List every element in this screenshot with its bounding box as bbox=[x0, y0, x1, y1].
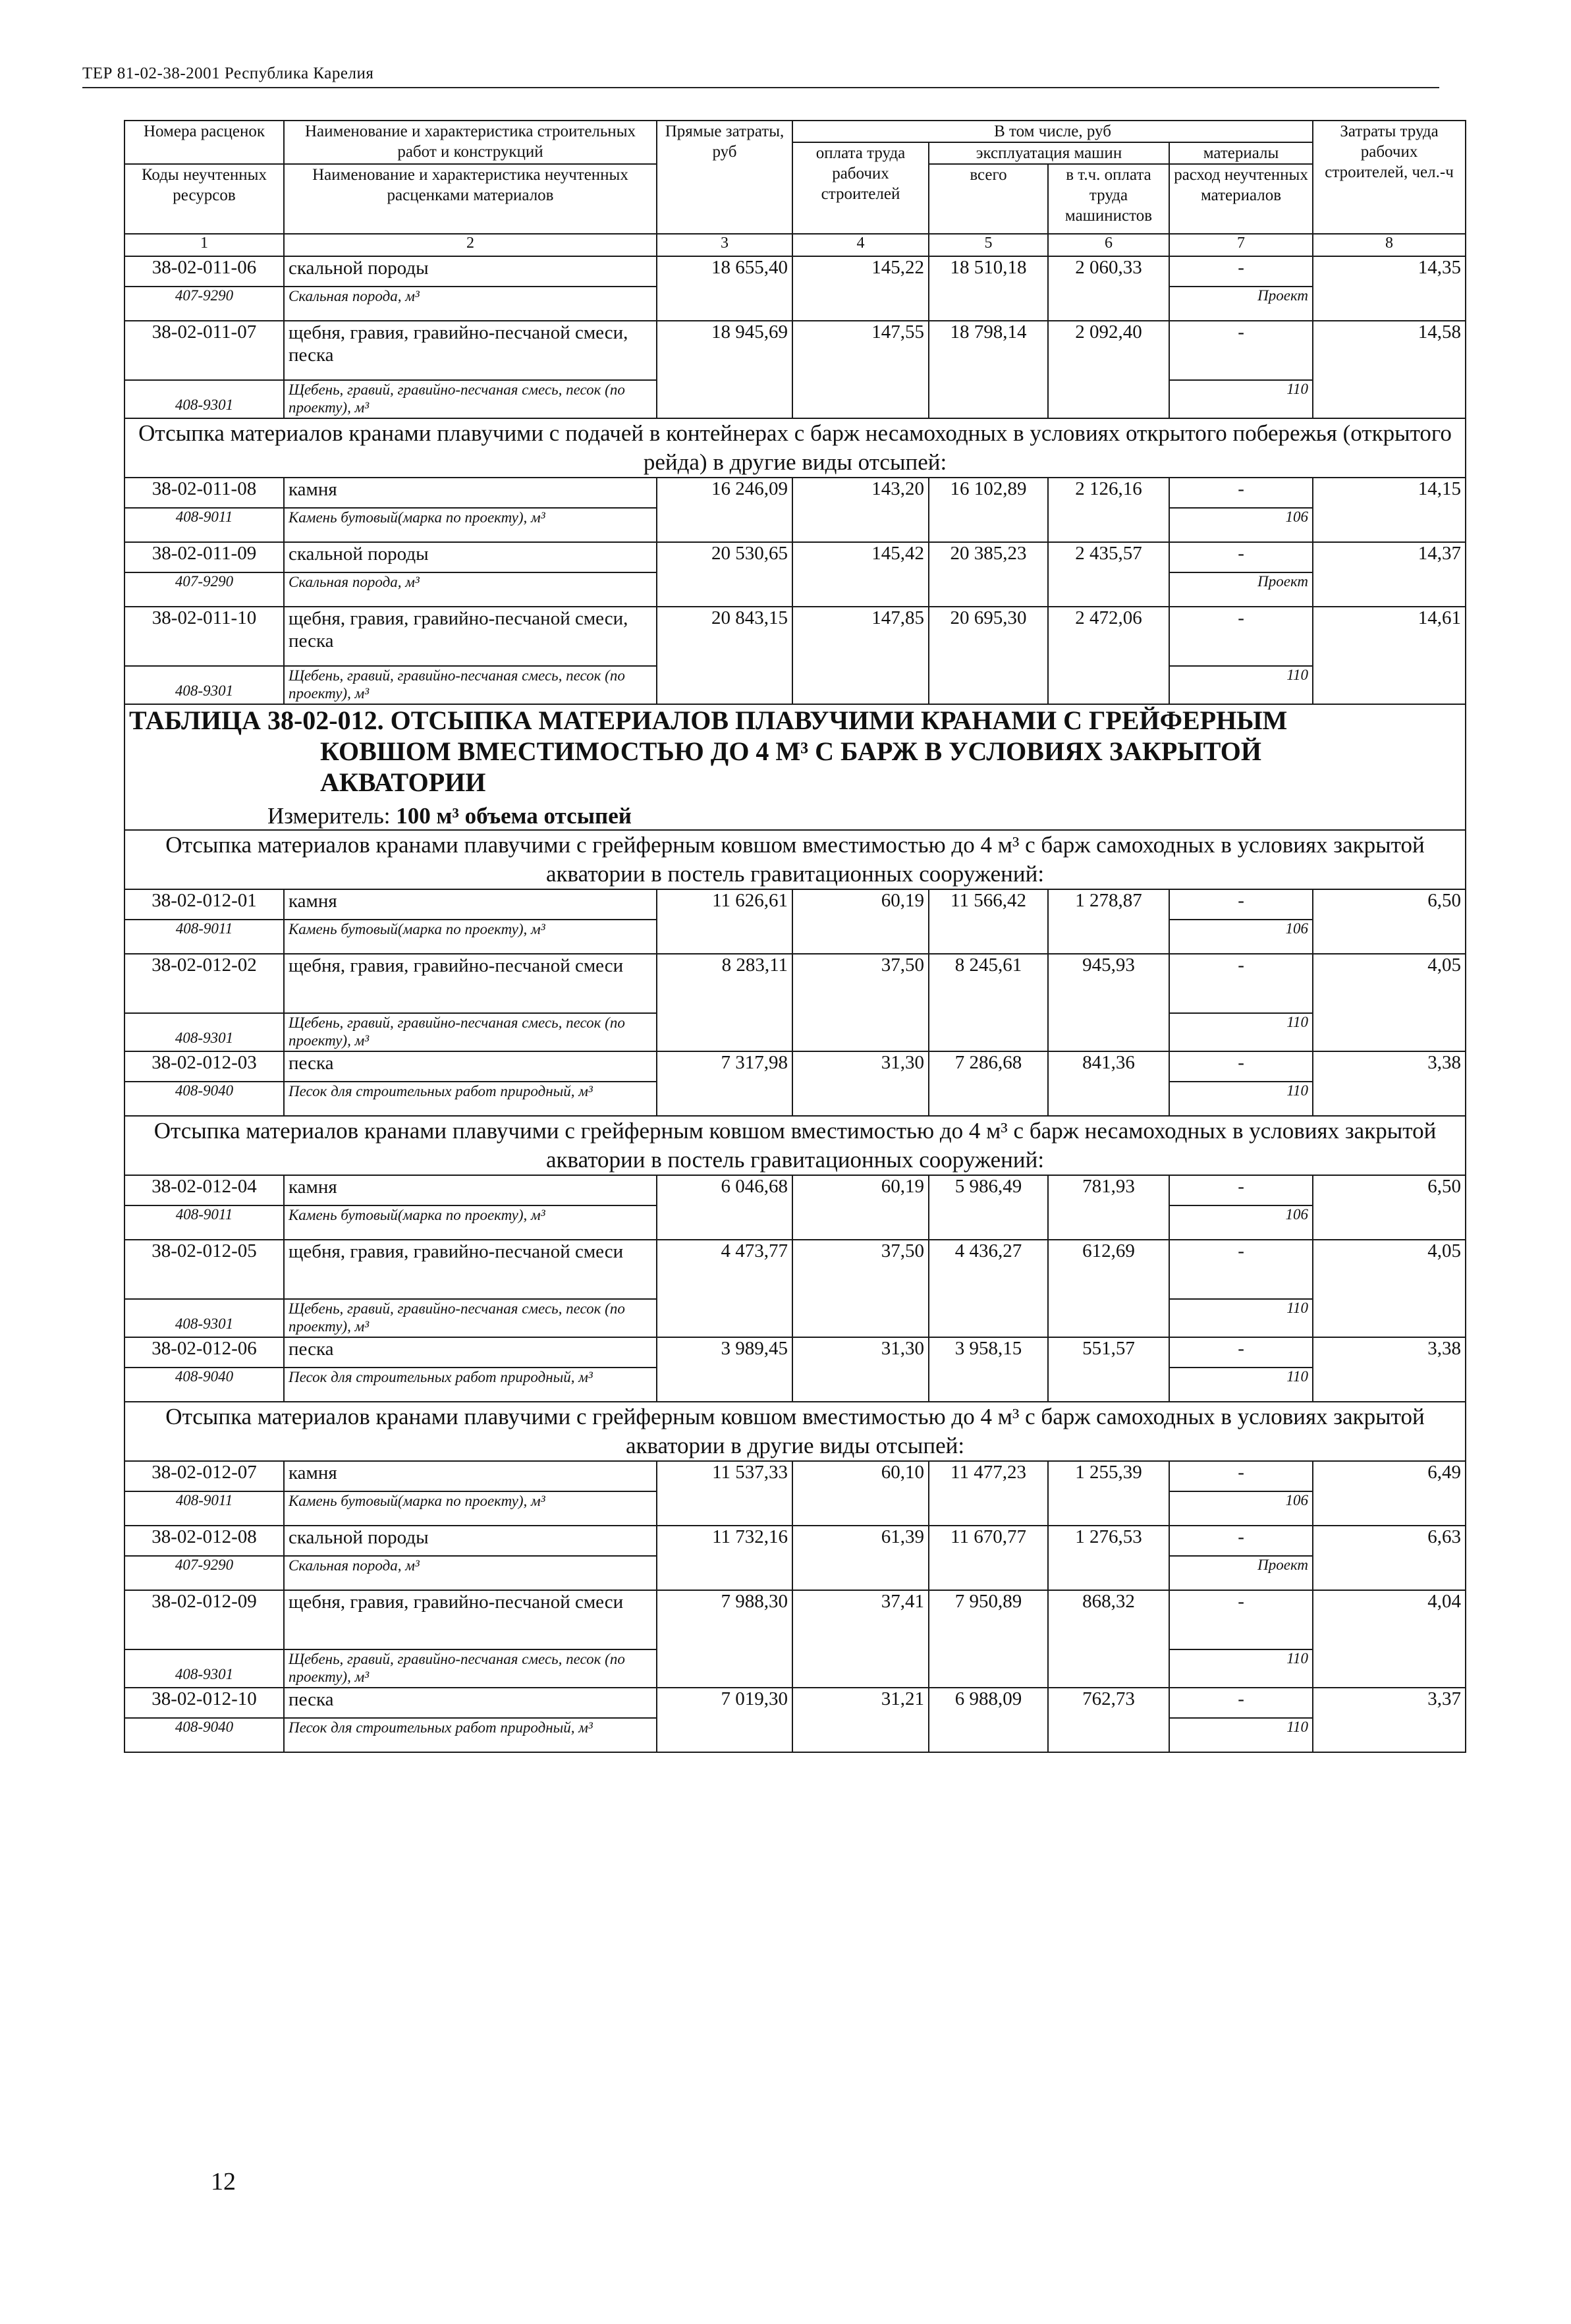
col-materials-header: материалы bbox=[1169, 142, 1313, 164]
col-material-consumption-header: расход неучтенных материалов bbox=[1169, 164, 1313, 234]
material-consumption: 110 bbox=[1169, 1649, 1313, 1688]
direct-costs: 11 732,16 bbox=[657, 1526, 792, 1590]
machines-total: 16 102,89 bbox=[929, 478, 1048, 542]
table-row bbox=[124, 1688, 1466, 1718]
work-name: скальной породы bbox=[284, 256, 657, 287]
col-number: 5 bbox=[929, 234, 1048, 256]
resource-name: Щебень, гравий, гравийно-песчаная смесь, песок (по проекту), м³ bbox=[284, 1013, 657, 1051]
operators-wages: 1 255,39 bbox=[1048, 1461, 1169, 1526]
work-name: скальной породы bbox=[284, 1526, 657, 1556]
machines-total: 20 385,23 bbox=[929, 542, 1048, 607]
col-labor-costs-header: Затраты труда рабочих строителей, чел.-ч bbox=[1313, 121, 1466, 234]
workers-wages: 37,41 bbox=[792, 1590, 929, 1688]
work-name: камня bbox=[284, 478, 657, 508]
col-number: 6 bbox=[1048, 234, 1169, 256]
labor-costs: 6,50 bbox=[1313, 889, 1466, 954]
labor-costs: 4,05 bbox=[1313, 954, 1466, 1051]
materials-cost: - bbox=[1169, 954, 1313, 1013]
material-consumption: 106 bbox=[1169, 1205, 1313, 1240]
table-row bbox=[124, 1051, 1466, 1082]
labor-costs: 14,58 bbox=[1313, 321, 1466, 418]
resource-code: 407-9290 bbox=[124, 1556, 284, 1590]
materials-cost: - bbox=[1169, 542, 1313, 572]
resource-code: 408-9301 bbox=[124, 1299, 284, 1337]
operators-wages: 945,93 bbox=[1048, 954, 1169, 1051]
direct-costs: 7 988,30 bbox=[657, 1590, 792, 1688]
rate-code: 38-02-012-10 bbox=[124, 1688, 284, 1718]
labor-costs: 6,50 bbox=[1313, 1175, 1466, 1240]
work-name: щебня, гравия, гравийно-песчаной смеси bbox=[284, 954, 657, 1013]
work-name: камня bbox=[284, 1461, 657, 1491]
resource-name: Камень бутовый(марка по проекту), м³ bbox=[284, 1491, 657, 1526]
section-heading: Отсыпка материалов кранами плавучими с грейферным ковшом вместимостью до 4 м³ с барж самоходных в условиях закрытой акватории в другие виды отсыпей: bbox=[124, 1402, 1466, 1461]
table-title-line: ТАБЛИЦА 38-02-012. ОТСЫПКА МАТЕРИАЛОВ ПЛАВУЧИМИ КРАНАМИ С ГРЕЙФЕРНЫМ bbox=[129, 706, 1288, 735]
rate-code: 38-02-012-09 bbox=[124, 1590, 284, 1649]
resource-name: Камень бутовый(марка по проекту), м³ bbox=[284, 1205, 657, 1240]
col-number: 7 bbox=[1169, 234, 1313, 256]
materials-cost: - bbox=[1169, 1240, 1313, 1299]
material-consumption: 110 bbox=[1169, 1368, 1313, 1402]
col-number: 3 bbox=[657, 234, 792, 256]
table-title-line: КОВШОМ ВМЕСТИМОСТЬЮ ДО 4 М³ С БАРЖ В УСЛОВИЯХ ЗАКРЫТОЙ bbox=[320, 736, 1261, 766]
resource-code: 408-9301 bbox=[124, 1013, 284, 1051]
resource-name: Скальная порода, м³ bbox=[284, 287, 657, 321]
workers-wages: 37,50 bbox=[792, 1240, 929, 1337]
col-wages-header: оплата труда рабочих строителей bbox=[792, 142, 929, 234]
table-row bbox=[124, 256, 1466, 287]
rate-code: 38-02-012-03 bbox=[124, 1051, 284, 1082]
direct-costs: 11 626,61 bbox=[657, 889, 792, 954]
materials-cost: - bbox=[1169, 607, 1313, 666]
machines-total: 7 286,68 bbox=[929, 1051, 1048, 1116]
resource-name: Камень бутовый(марка по проекту), м³ bbox=[284, 508, 657, 542]
section-heading: Отсыпка материалов кранами плавучими с подачей в контейнерах с барж несамоходных в условиях открытого побережья (открытого рейда) в другие виды отсыпей: bbox=[124, 418, 1466, 478]
materials-cost: - bbox=[1169, 1590, 1313, 1649]
materials-cost: - bbox=[1169, 1688, 1313, 1718]
work-name: песка bbox=[284, 1051, 657, 1082]
material-consumption: Проект bbox=[1169, 287, 1313, 321]
work-name: песка bbox=[284, 1337, 657, 1368]
col-machines-total-header: всего bbox=[929, 164, 1048, 234]
col-work-name-header: Наименование и характеристика строительных работ и конструкций bbox=[284, 121, 657, 164]
direct-costs: 6 046,68 bbox=[657, 1175, 792, 1240]
materials-cost: - bbox=[1169, 1051, 1313, 1082]
workers-wages: 145,42 bbox=[792, 542, 929, 607]
material-consumption: Проект bbox=[1169, 1556, 1313, 1590]
machines-total: 20 695,30 bbox=[929, 607, 1048, 704]
resource-name: Щебень, гравий, гравийно-песчаная смесь, песок (по проекту), м³ bbox=[284, 1299, 657, 1337]
workers-wages: 60,10 bbox=[792, 1461, 929, 1526]
rate-code: 38-02-012-04 bbox=[124, 1175, 284, 1205]
work-name: скальной породы bbox=[284, 542, 657, 572]
table-row bbox=[124, 607, 1466, 666]
rate-code: 38-02-012-06 bbox=[124, 1337, 284, 1368]
workers-wages: 145,22 bbox=[792, 256, 929, 321]
operators-wages: 612,69 bbox=[1048, 1240, 1169, 1337]
work-name: щебня, гравия, гравийно-песчаной смеси, песка bbox=[284, 321, 657, 380]
col-materials-name-header: Наименование и характеристика неучтенных расценками материалов bbox=[284, 164, 657, 234]
labor-costs: 14,61 bbox=[1313, 607, 1466, 704]
resource-code: 408-9301 bbox=[124, 380, 284, 418]
operators-wages: 551,57 bbox=[1048, 1337, 1169, 1402]
operators-wages: 841,36 bbox=[1048, 1051, 1169, 1116]
labor-costs: 4,04 bbox=[1313, 1590, 1466, 1688]
table-row bbox=[124, 1461, 1466, 1491]
workers-wages: 60,19 bbox=[792, 889, 929, 954]
materials-cost: - bbox=[1169, 1175, 1313, 1205]
materials-cost: - bbox=[1169, 478, 1313, 508]
material-consumption: 110 bbox=[1169, 666, 1313, 704]
measure-value: 100 м³ объема отсыпей bbox=[396, 803, 632, 829]
table-row bbox=[124, 1175, 1466, 1205]
materials-cost: - bbox=[1169, 889, 1313, 920]
table-row bbox=[124, 321, 1466, 380]
rate-code: 38-02-012-08 bbox=[124, 1526, 284, 1556]
labor-costs: 6,63 bbox=[1313, 1526, 1466, 1590]
direct-costs: 11 537,33 bbox=[657, 1461, 792, 1526]
direct-costs: 20 530,65 bbox=[657, 542, 792, 607]
document-header: ТЕР 81-02-38-2001 Республика Карелия bbox=[82, 65, 1439, 88]
table-row bbox=[124, 478, 1466, 508]
work-name: щебня, гравия, гравийно-песчаной смеси bbox=[284, 1240, 657, 1299]
material-consumption: 110 bbox=[1169, 1013, 1313, 1051]
col-number: 2 bbox=[284, 234, 657, 256]
machines-total: 11 670,77 bbox=[929, 1526, 1048, 1590]
materials-cost: - bbox=[1169, 1337, 1313, 1368]
operators-wages: 1 276,53 bbox=[1048, 1526, 1169, 1590]
page-number: 12 bbox=[211, 2168, 236, 2196]
rate-code: 38-02-011-09 bbox=[124, 542, 284, 572]
labor-costs: 3,37 bbox=[1313, 1688, 1466, 1752]
machines-total: 6 988,09 bbox=[929, 1688, 1048, 1752]
material-consumption: 110 bbox=[1169, 1718, 1313, 1752]
resource-name: Щебень, гравий, гравийно-песчаная смесь, песок (по проекту), м³ bbox=[284, 666, 657, 704]
resource-code: 408-9301 bbox=[124, 666, 284, 704]
direct-costs: 7 019,30 bbox=[657, 1688, 792, 1752]
resource-name: Песок для строительных работ природный, м³ bbox=[284, 1082, 657, 1116]
table-title-line: АКВАТОРИИ bbox=[320, 767, 486, 797]
labor-costs: 14,35 bbox=[1313, 256, 1466, 321]
table-title-block bbox=[124, 704, 1466, 830]
operators-wages: 2 472,06 bbox=[1048, 607, 1169, 704]
machines-total: 5 986,49 bbox=[929, 1175, 1048, 1240]
work-name: камня bbox=[284, 889, 657, 920]
direct-costs: 16 246,09 bbox=[657, 478, 792, 542]
machines-total: 7 950,89 bbox=[929, 1590, 1048, 1688]
operators-wages: 1 278,87 bbox=[1048, 889, 1169, 954]
section-heading: Отсыпка материалов кранами плавучими с грейферным ковшом вместимостью до 4 м³ с барж самоходных в условиях закрытой акватории в постель гравитационных сооружений: bbox=[124, 830, 1466, 889]
col-rate-number-header: Номера расценок bbox=[124, 121, 284, 164]
table-row bbox=[124, 1526, 1466, 1556]
rate-code: 38-02-012-02 bbox=[124, 954, 284, 1013]
resource-name: Песок для строительных работ природный, м³ bbox=[284, 1368, 657, 1402]
operators-wages: 868,32 bbox=[1048, 1590, 1169, 1688]
workers-wages: 31,30 bbox=[792, 1051, 929, 1116]
table-row bbox=[124, 1240, 1466, 1299]
resource-code: 408-9301 bbox=[124, 1649, 284, 1688]
resource-name: Скальная порода, м³ bbox=[284, 1556, 657, 1590]
labor-costs: 14,37 bbox=[1313, 542, 1466, 607]
table-row bbox=[124, 954, 1466, 1013]
operators-wages: 2 092,40 bbox=[1048, 321, 1169, 418]
resource-name: Щебень, гравий, гравийно-песчаная смесь, песок (по проекту), м³ bbox=[284, 1649, 657, 1688]
table-row bbox=[124, 1337, 1466, 1368]
rate-code: 38-02-011-07 bbox=[124, 321, 284, 380]
operators-wages: 2 126,16 bbox=[1048, 478, 1169, 542]
rate-code: 38-02-011-06 bbox=[124, 256, 284, 287]
resource-name: Камень бутовый(марка по проекту), м³ bbox=[284, 920, 657, 954]
section-heading: Отсыпка материалов кранами плавучими с грейферным ковшом вместимостью до 4 м³ с барж несамоходных в условиях закрытой акватории в постель гравитационных сооружений: bbox=[124, 1116, 1466, 1175]
table-row bbox=[124, 1590, 1466, 1649]
resource-code: 408-9011 bbox=[124, 508, 284, 542]
col-resource-codes-header: Коды неучтенных ресурсов bbox=[124, 164, 284, 234]
table-row bbox=[124, 542, 1466, 572]
machines-total: 11 477,23 bbox=[929, 1461, 1048, 1526]
resource-code: 407-9290 bbox=[124, 287, 284, 321]
resource-code: 408-9040 bbox=[124, 1368, 284, 1402]
material-consumption: 110 bbox=[1169, 380, 1313, 418]
operators-wages: 781,93 bbox=[1048, 1175, 1169, 1240]
material-consumption: 106 bbox=[1169, 508, 1313, 542]
workers-wages: 37,50 bbox=[792, 954, 929, 1051]
col-number: 1 bbox=[124, 234, 284, 256]
resource-code: 408-9011 bbox=[124, 1491, 284, 1526]
work-name: щебня, гравия, гравийно-песчаной смеси, песка bbox=[284, 607, 657, 666]
workers-wages: 147,85 bbox=[792, 607, 929, 704]
resource-name: Песок для строительных работ природный, м³ bbox=[284, 1718, 657, 1752]
workers-wages: 31,30 bbox=[792, 1337, 929, 1402]
material-consumption: 106 bbox=[1169, 920, 1313, 954]
direct-costs: 20 843,15 bbox=[657, 607, 792, 704]
workers-wages: 61,39 bbox=[792, 1526, 929, 1590]
direct-costs: 4 473,77 bbox=[657, 1240, 792, 1337]
material-consumption: 110 bbox=[1169, 1082, 1313, 1116]
labor-costs: 6,49 bbox=[1313, 1461, 1466, 1526]
machines-total: 18 510,18 bbox=[929, 256, 1048, 321]
operators-wages: 2 435,57 bbox=[1048, 542, 1169, 607]
col-direct-costs-header: Прямые затраты, руб bbox=[657, 121, 792, 234]
direct-costs: 18 655,40 bbox=[657, 256, 792, 321]
direct-costs: 8 283,11 bbox=[657, 954, 792, 1051]
workers-wages: 31,21 bbox=[792, 1688, 929, 1752]
materials-cost: - bbox=[1169, 1526, 1313, 1556]
rate-code: 38-02-012-01 bbox=[124, 889, 284, 920]
resource-name: Скальная порода, м³ bbox=[284, 572, 657, 607]
rate-code: 38-02-012-05 bbox=[124, 1240, 284, 1299]
measure-label: Измеритель: bbox=[267, 803, 391, 829]
col-number: 4 bbox=[792, 234, 929, 256]
materials-cost: - bbox=[1169, 256, 1313, 287]
machines-total: 4 436,27 bbox=[929, 1240, 1048, 1337]
labor-costs: 3,38 bbox=[1313, 1337, 1466, 1402]
labor-costs: 14,15 bbox=[1313, 478, 1466, 542]
work-name: песка bbox=[284, 1688, 657, 1718]
col-number: 8 bbox=[1313, 234, 1466, 256]
table-row bbox=[124, 889, 1466, 920]
direct-costs: 18 945,69 bbox=[657, 321, 792, 418]
materials-cost: - bbox=[1169, 1461, 1313, 1491]
col-operators-wages-header: в т.ч. оплата труда машинистов bbox=[1048, 164, 1169, 234]
material-consumption: 106 bbox=[1169, 1491, 1313, 1526]
machines-total: 8 245,61 bbox=[929, 954, 1048, 1051]
materials-cost: - bbox=[1169, 321, 1313, 380]
col-including-header: В том числе, руб bbox=[792, 121, 1313, 142]
rate-code: 38-02-012-07 bbox=[124, 1461, 284, 1491]
operators-wages: 2 060,33 bbox=[1048, 256, 1169, 321]
workers-wages: 60,19 bbox=[792, 1175, 929, 1240]
resource-code: 408-9011 bbox=[124, 1205, 284, 1240]
rate-code: 38-02-011-08 bbox=[124, 478, 284, 508]
rates-table bbox=[124, 120, 1466, 1753]
labor-costs: 3,38 bbox=[1313, 1051, 1466, 1116]
resource-code: 408-9040 bbox=[124, 1718, 284, 1752]
resource-name: Щебень, гравий, гравийно-песчаная смесь, песок (по проекту), м³ bbox=[284, 380, 657, 418]
direct-costs: 3 989,45 bbox=[657, 1337, 792, 1402]
resource-code: 407-9290 bbox=[124, 572, 284, 607]
work-name: камня bbox=[284, 1175, 657, 1205]
operators-wages: 762,73 bbox=[1048, 1688, 1169, 1752]
resource-code: 408-9040 bbox=[124, 1082, 284, 1116]
material-consumption: 110 bbox=[1169, 1299, 1313, 1337]
rate-code: 38-02-011-10 bbox=[124, 607, 284, 666]
measure-unit bbox=[129, 803, 1461, 829]
material-consumption: Проект bbox=[1169, 572, 1313, 607]
machines-total: 18 798,14 bbox=[929, 321, 1048, 418]
workers-wages: 143,20 bbox=[792, 478, 929, 542]
labor-costs: 4,05 bbox=[1313, 1240, 1466, 1337]
workers-wages: 147,55 bbox=[792, 321, 929, 418]
machines-total: 3 958,15 bbox=[929, 1337, 1048, 1402]
work-name: щебня, гравия, гравийно-песчаной смеси bbox=[284, 1590, 657, 1649]
resource-code: 408-9011 bbox=[124, 920, 284, 954]
direct-costs: 7 317,98 bbox=[657, 1051, 792, 1116]
machines-total: 11 566,42 bbox=[929, 889, 1048, 954]
col-machines-header: эксплуатация машин bbox=[929, 142, 1169, 164]
